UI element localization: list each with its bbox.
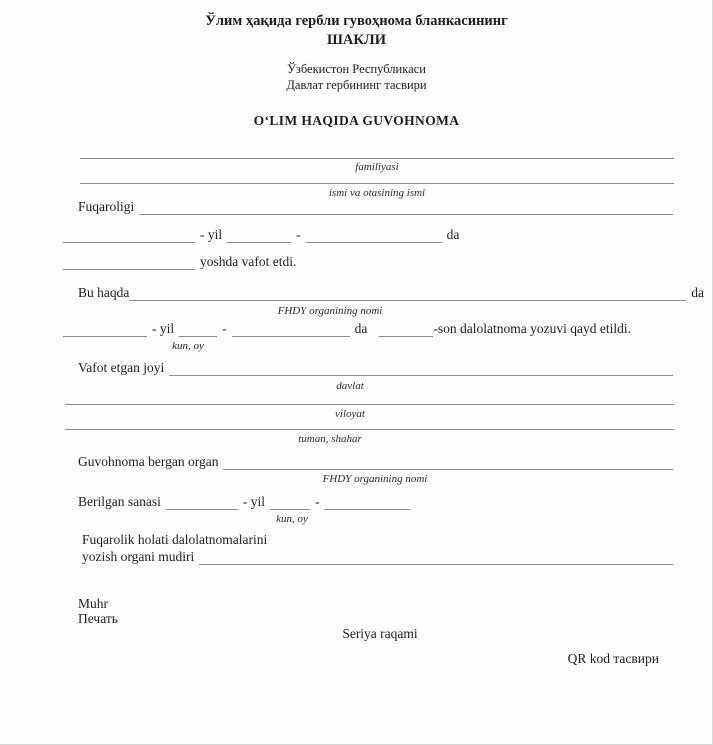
- issuing-authority-row: [78, 454, 673, 470]
- seal-label-latin: Muhr: [78, 596, 108, 611]
- kun-oy-caption-2: kun, oy: [276, 513, 308, 525]
- year-label-3: - yil: [242, 494, 265, 510]
- registry-office-blank: [129, 285, 686, 301]
- issue-year-blank: [270, 494, 310, 510]
- year-label-1: - yil: [200, 227, 223, 243]
- da-label-2: da: [691, 285, 704, 301]
- issue-date-row: [78, 494, 410, 510]
- seal-label-cyrillic: Печать: [78, 611, 118, 626]
- record-number-label: -son dalolatnoma yozuvi qayd etildi.: [433, 321, 631, 337]
- state-emblem-caption: [0, 62, 713, 93]
- da-label-3: da: [354, 321, 368, 337]
- record-month-blank: [232, 321, 350, 337]
- death-year-blank: [227, 227, 291, 243]
- emblem-line: Давлат гербининг тасвири: [286, 77, 427, 92]
- surname-caption: familiyasi: [355, 161, 399, 173]
- citizenship-blank-line: [139, 199, 673, 215]
- record-registration-row: [63, 321, 631, 337]
- year-label-2: - yil: [152, 321, 175, 337]
- issuing-authority-blank: [223, 454, 673, 470]
- bu-haqda-label: Bu haqda: [78, 285, 130, 301]
- registrar-title-line1: Fuqarolik holati dalolatnomalarini: [82, 532, 268, 547]
- region-line: [65, 404, 674, 405]
- serial-number-label: Seriya raqami: [342, 626, 418, 641]
- age-label: yoshda vafot etdi.: [200, 254, 297, 270]
- form-heading: [0, 12, 713, 50]
- name-patronymic-line: [80, 183, 674, 184]
- dash-label-3: -: [314, 494, 320, 510]
- kun-oy-caption-1: kun, oy: [172, 340, 204, 352]
- fhdy-caption-1: FHDY organining nomi: [277, 305, 383, 317]
- registrar-title-line2: yozish organi mudiri: [82, 549, 195, 565]
- age-blank: [63, 254, 195, 270]
- registrar-signature-blank: [199, 549, 673, 565]
- republic-line: Ўзбекистон Республикаси: [287, 62, 426, 76]
- form-heading-line1: Ўлим ҳақида гербли гувоҳнома бланкасининг: [205, 13, 508, 29]
- death-date-row: [63, 227, 459, 243]
- qr-code-placeholder-label: QR kod тасвири: [567, 651, 659, 666]
- dash-label-1: -: [296, 227, 301, 243]
- citizenship-row: [78, 199, 673, 215]
- death-place-country-blank: [169, 360, 673, 376]
- death-place-row: [78, 360, 673, 376]
- da-label-1: da: [446, 227, 460, 243]
- death-month-blank: [306, 227, 442, 243]
- citizenship-label: Fuqaroligi: [78, 199, 135, 215]
- dash-label-2: -: [222, 321, 227, 337]
- issue-day-blank: [166, 494, 238, 510]
- issuing-authority-label: Guvohnoma bergan organ: [78, 454, 219, 470]
- record-number-blank: [379, 321, 433, 337]
- country-caption: davlat: [336, 380, 364, 392]
- district-city-line: [65, 429, 674, 430]
- fhdy-caption-2: FHDY organining nomi: [322, 473, 428, 485]
- form-heading-line2: ШАКЛИ: [327, 32, 386, 48]
- district-city-caption: tuman, shahar: [298, 433, 362, 445]
- name-patronymic-caption: ismi va otasining ismi: [328, 187, 426, 199]
- age-row: [63, 254, 296, 270]
- death-day-blank: [63, 227, 195, 243]
- issue-date-label: Berilgan sanasi: [78, 494, 161, 510]
- surname-line: [80, 158, 674, 159]
- document-title: OʻLIM HAQIDA GUVOHNOMA: [253, 113, 460, 128]
- death-place-label: Vafot etgan joyi: [78, 360, 165, 376]
- registry-office-row: [78, 285, 704, 301]
- region-caption: viloyat: [335, 408, 365, 420]
- issue-month-blank: [324, 494, 410, 510]
- registrar-signature-row: [82, 549, 673, 565]
- record-year-blank: [179, 321, 217, 337]
- record-day-blank: [63, 321, 147, 337]
